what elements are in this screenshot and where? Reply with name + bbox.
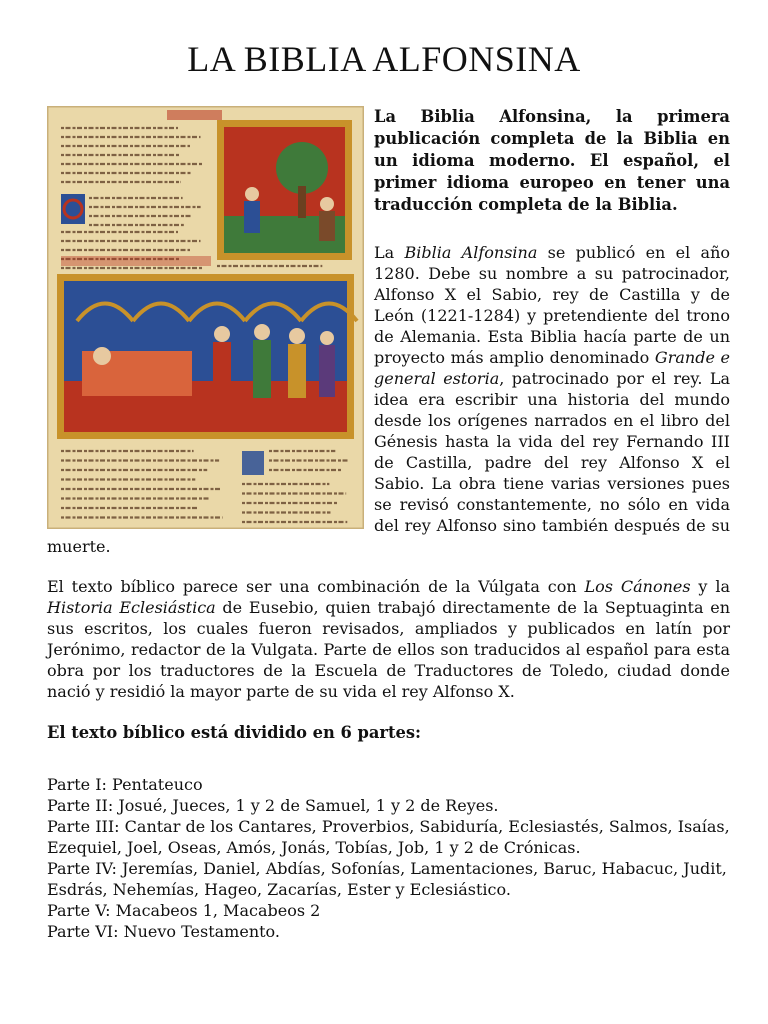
italic-title: Los Cánones — [584, 577, 691, 596]
header-rubric — [167, 110, 222, 120]
part-item: Parte II: Josué, Jueces, 1 y 2 de Samuel, 1 y 2 de Reyes. — [47, 796, 499, 815]
figure-head — [320, 197, 334, 211]
figure-robe — [244, 201, 260, 233]
illuminated-initial — [242, 451, 264, 475]
italic-title: Historia Eclesiástica — [47, 598, 216, 617]
figure-head — [93, 347, 111, 365]
italic-title: Biblia Alfonsina — [404, 243, 538, 262]
text-run: se publicó en el año 1280. Debe su nombre a su patrocinador, Alfonso X el Sabio, rey de Castilla y de León (1221-1284) y pretendiente del trono de Alemania. Esta Biblia hacía parte de un proyecto más amplio denominado — [374, 243, 731, 367]
part-item: Parte I: Pentateuco — [47, 775, 203, 794]
intro-paragraph: La Biblia Alfonsina, la primera publicación completa de la Biblia en un idioma moderno. El español, el primer idioma europeo en tener una traducción completa de la Biblia. — [374, 107, 730, 214]
text-run: El texto bíblico parece ser una combinación de la Vúlgata con — [47, 577, 585, 596]
figure-head — [214, 326, 230, 342]
part-item: Parte V: Macabeos 1, Macabeos 2 — [47, 901, 321, 920]
rubric-line — [61, 256, 211, 266]
figure-head — [254, 324, 270, 340]
part-item: Parte IV: Jeremías, Daniel, Abdías, Sofonías, Lamentaciones, Baruc, Habacuc, Judit, Esdrás, Nehemías, Hageo, Zacarías, Ester y Eclesiástico. — [47, 859, 727, 899]
text-run: La — [374, 243, 405, 262]
figure-robe — [319, 211, 335, 241]
figure-robe — [253, 340, 271, 398]
figure-head — [320, 331, 334, 345]
text-run: , patrocinado por el rey. La idea era escribir una historia del mundo desde los orígenes narrados en el libro del Génesis hasta la vida del rey Fernando III de Castilla, padre del rey Alfonso X el Sabio. La obra tiene varias versiones pues se revisó constantemente, no sólo en vida del rey Alfonso sino también después de su muerte. — [47, 369, 730, 556]
page-title: LA BIBLIA ALFONSINA — [187, 39, 581, 79]
manuscript-image — [47, 106, 364, 529]
figure-robe — [213, 342, 231, 397]
figure-robe — [288, 344, 306, 398]
italic-title: Grande e general estoria — [374, 348, 730, 388]
text-run: y la — [690, 577, 730, 596]
part-item: Parte VI: Nuevo Testamento. — [47, 922, 280, 941]
sources-paragraph — [47, 576, 730, 702]
text-run: de Eusebio, quien trabajó directamente de la Septuaginta en sus escritos, los cuales fueron revisados, ampliados y publicados en latín por Jerónimo, redactor de la Vulgata. Parte de ellos son traducidos al español para esta obra por los traductores de la Escuela de Traductores de Toledo, ciudad donde nació y residió la mayor parte de su vida el rey Alfonso X. — [47, 598, 730, 701]
parts-list — [47, 774, 730, 942]
figure-robe — [319, 345, 335, 397]
figure-head — [289, 328, 305, 344]
document-body — [47, 106, 730, 942]
part-item: Parte III: Cantar de los Cantares, Proverbios, Sabiduría, Eclesiastés, Salmos, Isaías, Ezequiel, Joel, Oseas, Amós, Jonás, Tobías, Job, 1 y 2 de Crónicas. — [47, 817, 730, 857]
manuscript-illustration — [47, 106, 364, 529]
figure-head — [245, 187, 259, 201]
tree-trunk — [298, 186, 306, 218]
parts-heading: El texto bíblico está dividido en 6 partes: — [47, 723, 422, 742]
